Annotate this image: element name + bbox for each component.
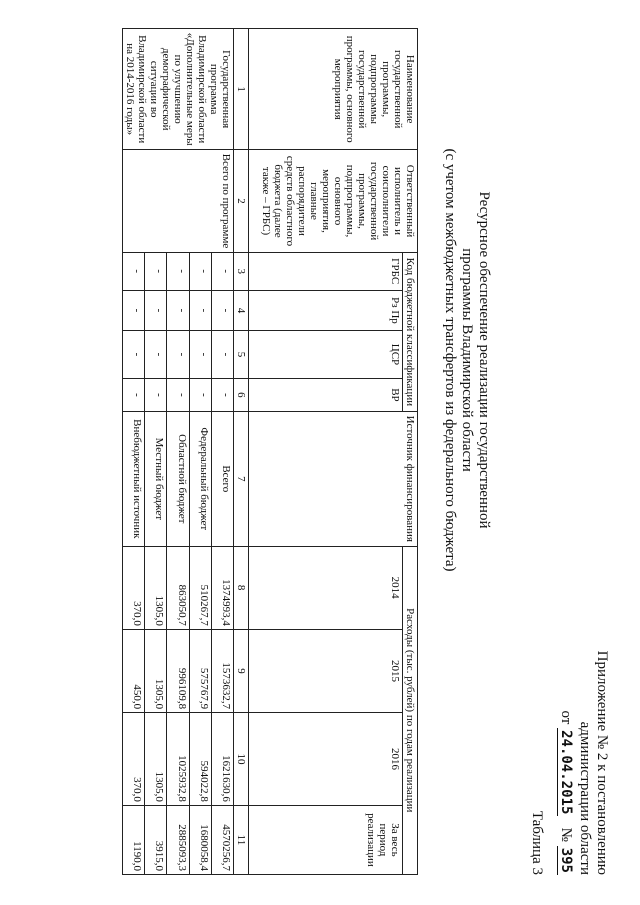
title-line: (с учетом межбюджетных трансфертов из федерального бюджета)	[442, 148, 458, 572]
col-header-source: Источник финансирования	[249, 412, 418, 546]
source-cell: Федеральный бюджет	[189, 412, 211, 546]
grbs-cell: -	[189, 252, 211, 290]
column-number-row	[234, 29, 249, 875]
amount-total-cell: 3915,0	[145, 805, 167, 874]
csr-cell: -	[167, 331, 189, 379]
rz-pr-cell: -	[211, 290, 233, 330]
resolution-date-line	[557, 595, 574, 875]
col-number: 3	[234, 252, 249, 290]
amount-2014-cell: 370,0	[123, 546, 145, 629]
resolution-number: 395	[558, 847, 574, 873]
title-line: Ресурсное обеспечение реализации государственной	[476, 191, 492, 529]
rz-pr-cell: -	[167, 290, 189, 330]
vr-cell: -	[211, 378, 233, 411]
amount-total-cell: 1190,0	[123, 805, 145, 874]
source-cell: Областной бюджет	[167, 412, 189, 546]
table-label: Таблица 3	[529, 810, 545, 875]
col-header-executor: Ответственный исполнитель и соисполнители государственной программы, подпрограммы, основного мероприятия, главные распорядители средств областного бюджета (далее также – ГРБС)	[249, 150, 418, 252]
csr-cell: -	[211, 331, 233, 379]
amount-total-cell: 1680058,4	[189, 805, 211, 874]
date-prefix: от	[558, 710, 574, 725]
col-number: 8	[234, 546, 249, 629]
col-header-total-period: За весь период реализации	[249, 805, 403, 874]
amount-total-cell: 2885093,3	[167, 805, 189, 874]
col-header-2014: 2014	[249, 546, 403, 629]
grbs-cell: -	[167, 252, 189, 290]
amount-2014-cell: 1374993,4	[211, 546, 233, 629]
amount-2015-cell: 450,0	[123, 629, 145, 712]
amount-2016-cell: 1305,0	[145, 713, 167, 806]
amount-2015-cell: 1573632,7	[211, 629, 233, 712]
vr-cell: -	[189, 378, 211, 411]
document-title	[441, 80, 492, 640]
amount-2015-cell: 1305,0	[145, 629, 167, 712]
program-executor-cell: Всего по программе	[123, 150, 234, 252]
col-header-rz-pr: Рз Пр	[249, 290, 403, 330]
col-header-vr: ВР	[249, 378, 403, 411]
col-number: 9	[234, 629, 249, 712]
csr-cell: -	[189, 331, 211, 379]
amount-2016-cell: 370,0	[123, 713, 145, 806]
grbs-cell: -	[123, 252, 145, 290]
resolution-date: 24.04.2015	[558, 730, 574, 815]
col-number: 5	[234, 331, 249, 379]
col-header-name: Наименование государственной программы, подпрограммы государственной программы, основного мероприятия	[249, 29, 418, 150]
amount-2014-cell: 510267,7	[189, 546, 211, 629]
col-header-grbs: ГРБС	[249, 252, 403, 290]
vr-cell: -	[145, 378, 167, 411]
program-name-cell: Государственная программа Владимирской области «Дополнительные меры по улучшению демографической ситуации во Владимирской области на 2014-2016 годы»	[123, 29, 234, 150]
rz-pr-cell: -	[123, 290, 145, 330]
resources-table	[122, 28, 418, 875]
csr-cell: -	[123, 331, 145, 379]
csr-cell: -	[145, 331, 167, 379]
annex-header	[557, 595, 610, 875]
col-header-expenses: Расходы (тыс. рублей) по годам реализации	[403, 546, 418, 874]
annex-line: Приложение № 2 к постановлению	[594, 650, 610, 875]
amount-2014-cell: 1305,0	[145, 546, 167, 629]
col-header-2015: 2015	[249, 629, 403, 712]
col-number: 7	[234, 412, 249, 546]
table-row	[211, 29, 233, 875]
amount-2016-cell: 1025932,8	[167, 713, 189, 806]
amount-2016-cell: 1621630,6	[211, 713, 233, 806]
col-number: 4	[234, 290, 249, 330]
rz-pr-cell: -	[145, 290, 167, 330]
title-line: программы Владимирской области	[459, 248, 475, 472]
source-cell: Местный бюджет	[145, 412, 167, 546]
grbs-cell: -	[145, 252, 167, 290]
annex-line: администрации области	[577, 721, 593, 875]
col-header-2016: 2016	[249, 713, 403, 806]
number-prefix: №	[558, 827, 574, 842]
source-cell: Внебюджетный источник	[123, 412, 145, 546]
col-header-csr: ЦСР	[249, 331, 403, 379]
amount-2014-cell: 863050,7	[167, 546, 189, 629]
col-number: 6	[234, 378, 249, 411]
col-header-budget-code: Код бюджетной классификации	[403, 252, 418, 411]
vr-cell: -	[167, 378, 189, 411]
amount-2015-cell: 996109,8	[167, 629, 189, 712]
source-cell: Всего	[211, 412, 233, 546]
amount-total-cell: 4570256,7	[211, 805, 233, 874]
col-number: 1	[234, 29, 249, 150]
vr-cell: -	[123, 378, 145, 411]
col-number: 2	[234, 150, 249, 252]
col-number: 10	[234, 713, 249, 806]
col-number: 11	[234, 805, 249, 874]
rz-pr-cell: -	[189, 290, 211, 330]
grbs-cell: -	[211, 252, 233, 290]
amount-2015-cell: 575767,9	[189, 629, 211, 712]
amount-2016-cell: 594022,8	[189, 713, 211, 806]
